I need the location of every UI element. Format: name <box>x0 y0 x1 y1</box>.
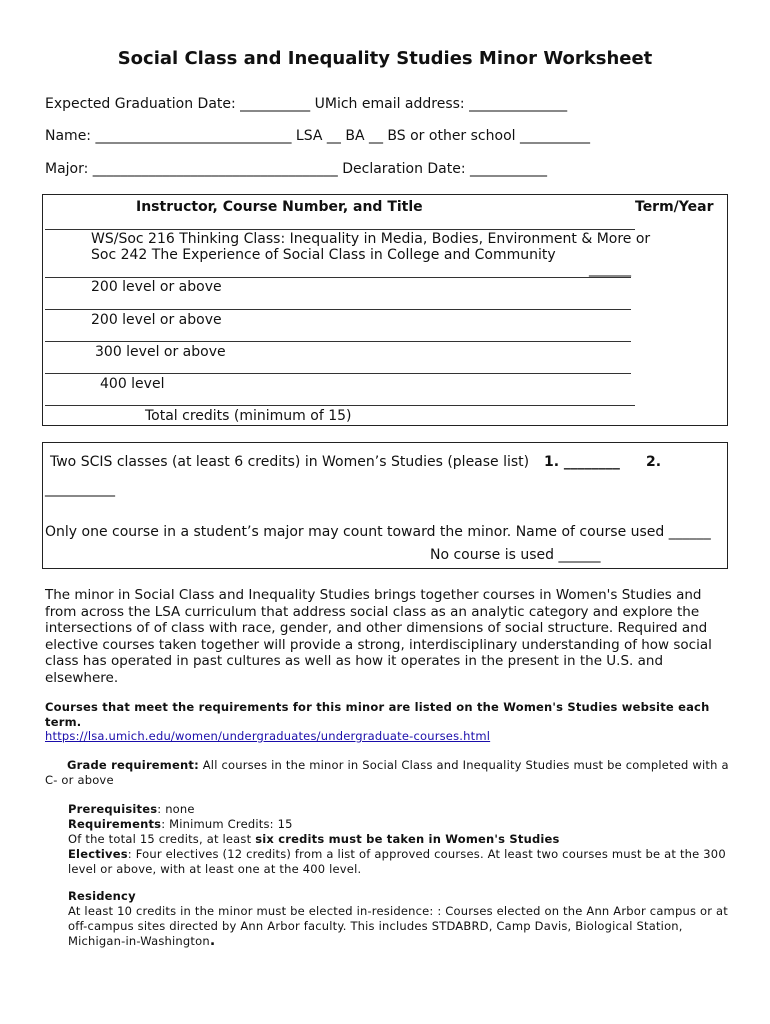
requirements-label: Requirements <box>68 817 162 831</box>
courses-note: Courses that meet the requirements for this minor are listed on the Women's Studies website each term. <box>45 700 710 729</box>
course-row-1-line-1: WS/Soc 216 Thinking Class: Inequality in Media, Bodies, Environment & More or <box>91 231 651 247</box>
major-course-field[interactable]: Only one course in a student’s major may count toward the minor. Name of course used ______ <box>45 524 711 540</box>
course-row-5: 400 level <box>100 376 165 392</box>
row-line <box>45 341 631 342</box>
grade-requirement <box>45 758 735 788</box>
total-credits: Total credits (minimum of 15) <box>145 408 352 424</box>
six-credits-text: Of the total 15 credits, at least <box>68 832 256 846</box>
row-line <box>45 277 631 278</box>
name-school-field[interactable]: Name: ____________________________ LSA __ BA __ BS or other school __________ <box>45 128 590 144</box>
courses-link[interactable]: https://lsa.umich.edu/women/undergraduates/undergraduate-courses.html <box>45 729 491 743</box>
course-row-2: 200 level or above <box>91 279 222 295</box>
requirements-text: : Minimum Credits: 15 <box>161 817 293 831</box>
term-blank-1[interactable]: ______ <box>589 261 631 277</box>
scis-instruction: Two SCIS classes (at least 6 credits) in Women’s Studies (please list) <box>50 454 530 470</box>
course-header: Instructor, Course Number, and Title <box>136 199 423 215</box>
scis-item-1[interactable]: 1. ________ <box>544 454 620 470</box>
row-line <box>45 373 631 374</box>
prereq-label: Prerequisites <box>68 802 158 816</box>
scis-box <box>42 442 728 569</box>
no-course-field[interactable]: No course is used ______ <box>430 547 601 563</box>
requirements-block <box>68 802 728 877</box>
scis-item-2[interactable]: 2. <box>646 454 662 470</box>
electives-label: Electives <box>68 847 128 861</box>
residency-label: Residency <box>68 889 136 903</box>
graduation-email-field[interactable]: Expected Graduation Date: __________ UMich email address: ______________ <box>45 96 568 112</box>
minor-description: The minor in Social Class and Inequality Studies brings together courses in Women's Studies and from across the LSA curriculum that address social class as an analytic category and explore the intersections of of class with race, gender, and other dimensions of social structure. Required and elective courses taken together will provide a strong, interdisciplinary understanding of how social class has operated in past cultures as well as how it operates in the present in the U.S. and elsewhere. <box>45 587 712 686</box>
residency-text: At least 10 credits in the minor must be elected in-residence: : Courses elected on the Ann Arbor campus or at off-campus sites directed by Ann Arbor faculty. This includes STDABRD, Camp Davis, Biological Station, Michigan-in-Washington <box>68 904 728 948</box>
scis-blank[interactable]: __________ <box>45 481 115 497</box>
term-header: Term/Year <box>635 199 714 215</box>
course-row-4: 300 level or above <box>95 344 226 360</box>
grade-text: All courses in the minor in Social Class and Inequality Studies must be completed with a C- or above <box>45 758 729 787</box>
prereq-text: : none <box>157 802 195 816</box>
courses-table <box>42 194 728 426</box>
row-line <box>45 405 635 406</box>
row-line <box>45 309 631 310</box>
course-row-3: 200 level or above <box>91 312 222 328</box>
row-line <box>45 229 635 230</box>
major-declaration-field[interactable]: Major: ___________________________________ Declaration Date: ___________ <box>45 161 548 177</box>
page-title: Social Class and Inequality Studies Minor Worksheet <box>117 48 653 69</box>
course-row-1-line-2: Soc 242 The Experience of Social Class in College and Community <box>91 247 556 263</box>
grade-label: Grade requirement: <box>67 758 199 772</box>
residency-end: . <box>209 933 216 949</box>
electives-text: : Four electives (12 credits) from a list of approved courses. At least two courses must be at the 300 level or above, with at least one at the 400 level. <box>68 847 726 876</box>
residency-block <box>68 889 728 949</box>
six-credits-bold: six credits must be taken in Women's Studies <box>255 832 560 846</box>
